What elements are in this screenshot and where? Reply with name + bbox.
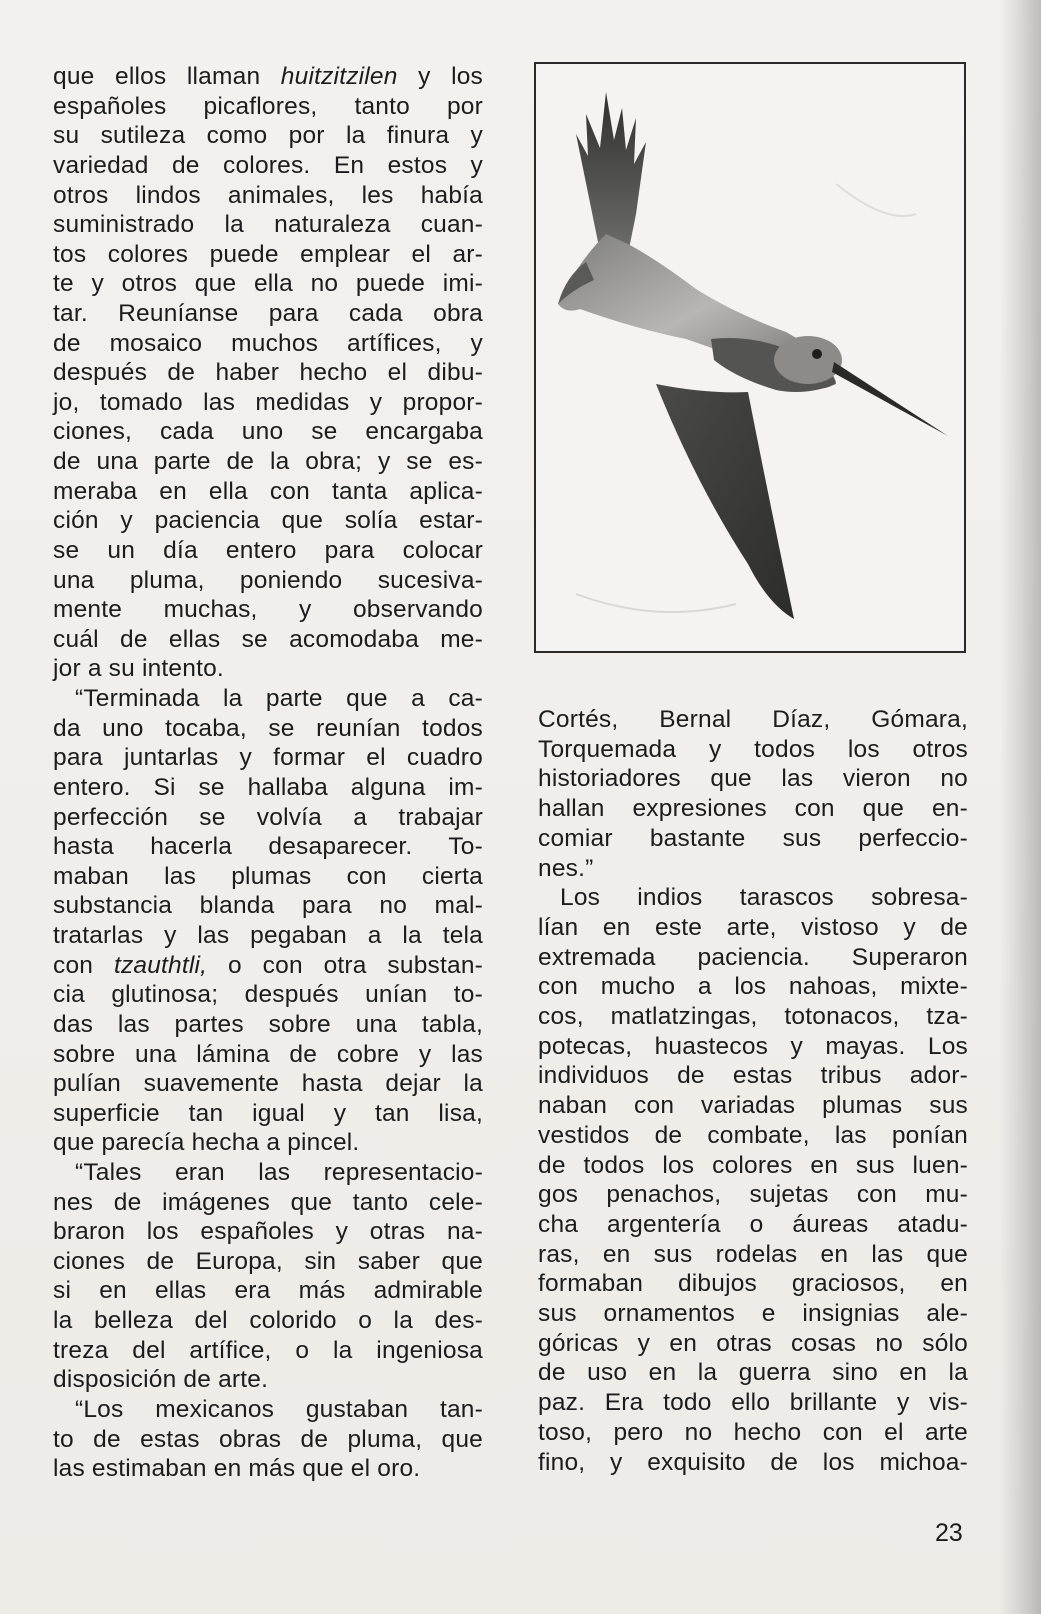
right-column-line: Torquemada y todos los otros [538,735,968,763]
right-column-line: naban con variadas plumas sus [538,1092,968,1120]
text-run: y los [397,63,483,90]
left-column-line: después de haber hecho el dibu- [53,359,483,387]
left-column-line: substancia blanda para no mal- [53,892,483,920]
left-column-line: perfección se volvía a trabajar [53,803,483,831]
left-column-line: sobre una lámina de cobre y las [53,1040,483,1068]
left-column-line: ciones, cada uno se encargaba [53,418,483,446]
left-column-line: de una parte de la obra; y se es- [53,448,483,476]
left-column-line: jor a su intento. [53,655,224,683]
left-column-line: pulían suavemente hasta dejar la [53,1070,483,1098]
italic-term: tzauthtli, [113,951,208,979]
right-column-line: potecas, huastecos y mayas. Los [538,1032,968,1060]
left-column-line: las estimaban en más que el oro. [53,1455,421,1483]
left-column-line: “Terminada la parte que a ca- [75,685,483,712]
right-column-line: cos, matlatzingas, totonacos, tza- [538,1003,968,1030]
right-column-line: comiar bastante sus perfeccio- [538,824,968,852]
hummingbird-icon [536,64,964,651]
left-column-line: das las partes sobre una tabla, [53,1010,483,1038]
right-column-line: de uso en la guerra sino en la [538,1359,968,1387]
right-column-line: individuos de estas tribus ador- [538,1062,968,1090]
left-column-line: “Tales eran las representacio- [75,1158,483,1186]
left-column-line: si en ellas era más admirable [53,1277,483,1305]
left-column-line: jo, tomado las medidas y propor- [53,388,483,416]
left-column-line: tar. Reuníanse para cada obra [53,300,483,327]
left-column-line: su sutileza como por la finura y [53,122,483,150]
left-column-line: se un día entero para colocar [53,536,483,564]
left-column-line: disposición de arte. [53,1366,269,1394]
left-column-line: braron los españoles y otras na- [53,1218,483,1246]
right-column-line: Los indios tarascos sobresa- [560,884,968,912]
left-column-line: hasta hacerla desaparecer. To- [53,833,483,861]
left-column-line: treza del artífice, o la ingeniosa [53,1336,483,1364]
left-column-line [53,62,483,92]
right-column-line: lían en este arte, vistoso y de [538,913,968,941]
left-column-line: cuál de ellas se acomodaba me- [53,625,483,653]
left-column-line: suministrado la naturaleza cuan- [53,211,483,239]
left-column-line: “Los mexicanos gustaban tan- [75,1395,483,1423]
left-column-line: tos colores puede emplear el ar- [53,240,483,268]
left-column-line: maban las plumas con cierta [53,862,483,890]
text-run: con [53,951,114,979]
left-column-line: otros lindos animales, les había [53,181,483,209]
left-column-line: da uno tocaba, se reunían todos [53,714,483,742]
right-column-line: cha argentería o áureas atadu- [538,1210,968,1238]
left-column-line: cia glutinosa; después unían to- [53,981,483,1009]
right-column-line: fino, y exquisito de los michoa- [538,1448,968,1476]
right-column-line: hallan expresiones con que en- [538,795,968,823]
italic-term: huitzitzilen [280,63,398,90]
text-run: o con otra substan- [207,951,484,979]
left-column-line: te y otros que ella no puede imi- [53,270,483,298]
right-column-line: formaban dibujos graciosos, en [538,1270,968,1298]
left-column-line: una pluma, poniendo sucesiva- [53,566,483,594]
left-column-line: meraba en ella con tanta aplica- [53,477,483,505]
page-number: 23 [935,1519,963,1547]
left-column-line: españoles picaflores, tanto por [53,92,483,120]
left-column-line: la belleza del colorido o la des- [53,1307,483,1334]
left-column-line: entero. Si se hallaba alguna im- [53,773,483,801]
left-column-line: variedad de colores. En estos y [53,151,483,179]
right-column-line: ras, en sus rodelas en las que [538,1240,968,1268]
left-column-line: nes de imágenes que tanto cele- [53,1188,483,1216]
right-column-line: vestidos de combate, las ponían [538,1121,968,1149]
right-column-line: sus ornamentos e insignias ale- [538,1300,968,1327]
left-column-line: ciones de Europa, sin saber que [53,1247,483,1275]
right-column-line: góricas y en otras cosas no sólo [538,1329,968,1357]
right-column-line: gos penachos, sujetas con mu- [538,1181,968,1209]
hummingbird-figure [534,62,966,653]
right-column-line: con mucho a los nahoas, mixte- [538,973,968,1001]
left-column-line: to de estas obras de pluma, que [53,1425,483,1453]
left-column-line: superficie tan igual y tan lisa, [53,1099,483,1127]
text-run: que ellos llaman [53,63,281,90]
right-column-line: toso, pero no hecho con el arte [538,1418,968,1446]
left-column-line: que parecía hecha a pincel. [53,1129,360,1157]
right-column-line: nes.” [538,854,594,882]
right-column-line: extremada paciencia. Superaron [538,943,968,971]
left-column-line: ción y paciencia que solía estar- [53,507,483,535]
left-column-line: de mosaico muchos artífices, y [53,329,483,357]
left-column-line [53,951,483,981]
right-column-line: paz. Era todo ello brillante y vis- [538,1389,968,1417]
left-column-line: mente muchas, y observando [53,596,483,624]
right-column-line: de todos los colores en sus luen- [538,1151,968,1179]
left-column-line: tratarlas y las pegaban a la tela [53,922,483,949]
right-column-line: Cortés, Bernal Díaz, Gómara, [538,706,968,733]
left-column-line: para juntarlas y formar el cuadro [53,744,483,772]
right-column-line: historiadores que las vieron no [538,765,968,793]
